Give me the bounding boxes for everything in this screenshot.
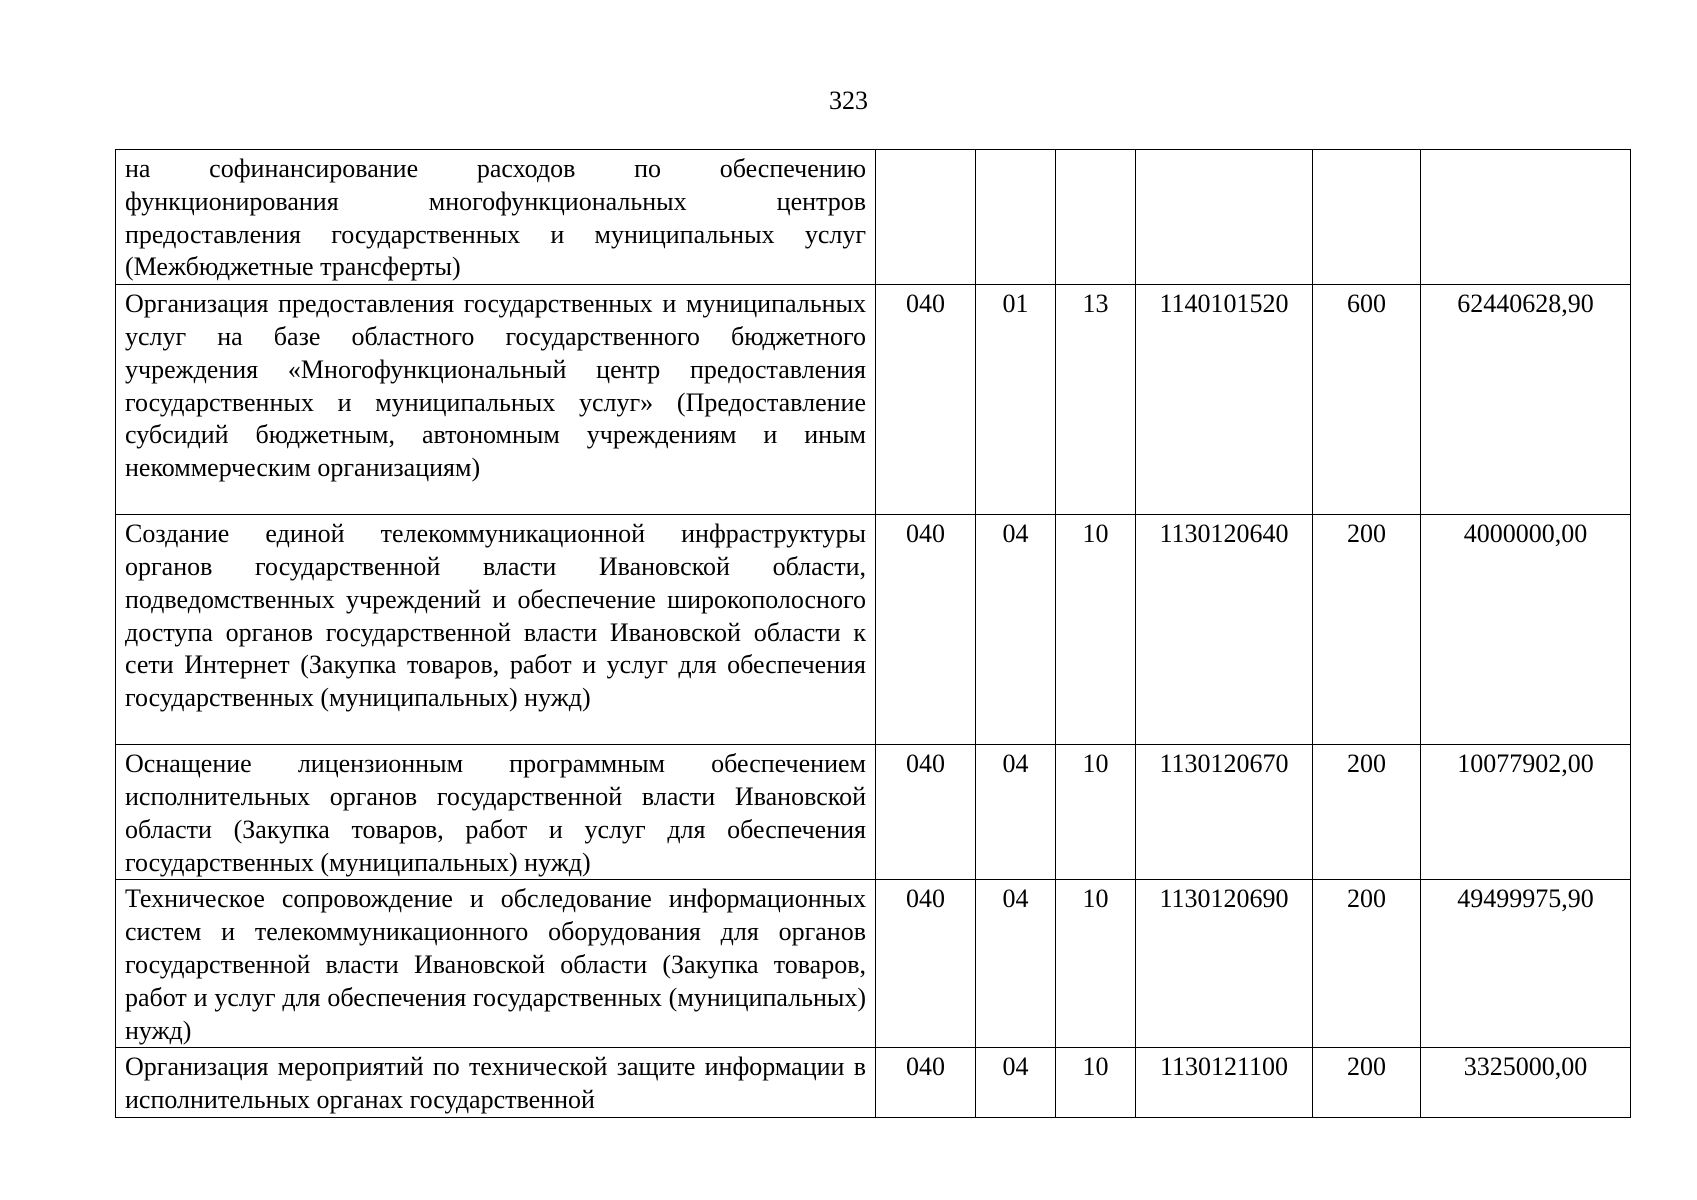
row-amount: 3325000,00 <box>1421 1048 1631 1118</box>
table-row <box>116 745 1631 880</box>
row-target-article: 1130120670 <box>1136 745 1313 880</box>
row-section-code: 04 <box>976 1048 1056 1118</box>
row-amount: 10077902,00 <box>1421 745 1631 880</box>
row-target-article: 1130120690 <box>1136 880 1313 1048</box>
row-section-code: 04 <box>976 515 1056 745</box>
table-row <box>116 880 1631 1048</box>
row-subsection-code: 10 <box>1056 515 1136 745</box>
row-amount: 49499975,90 <box>1421 880 1631 1048</box>
row-subsection-code: 13 <box>1056 285 1136 515</box>
row-subsection-code: 10 <box>1056 880 1136 1048</box>
row-section-code: 04 <box>976 745 1056 880</box>
row-grbs-code: 040 <box>876 515 976 745</box>
row-description: Организация предоставления государственных и муниципальных услуг на базе областного государственного бюджетного учреждения «Многофункциональный центр предоставления государственных и муниципальных услуг» (Предоставление субсидий бюджетным, автономным учреждениям и иным некоммерческим организациям) <box>116 285 876 515</box>
page-number: 323 <box>829 86 868 115</box>
table-row <box>116 515 1631 745</box>
row-target-article: 1130121100 <box>1136 1048 1313 1118</box>
row-section-code: 04 <box>976 880 1056 1048</box>
table-row <box>116 150 1631 285</box>
budget-table <box>115 149 1631 1118</box>
row-grbs-code: 040 <box>876 285 976 515</box>
row-subsection-code: 10 <box>1056 745 1136 880</box>
row-description: Создание единой телекоммуникационной инфраструктуры органов государственной власти Ивановской области, подведомственных учреждений и обеспечение широкополосного доступа органов государственной власти Ивановской области к сети Интернет (Закупка товаров, работ и услуг для обеспечения государственных (муниципальных) нужд) <box>116 515 876 745</box>
row-expense-type: 200 <box>1313 1048 1421 1118</box>
row-description: Оснащение лицензионным программным обеспечением исполнительных органов государственной власти Ивановской области (Закупка товаров, работ и услуг для обеспечения государственных (муниципальных) нужд) <box>116 745 876 880</box>
row-section-code <box>976 150 1056 285</box>
table-row <box>116 285 1631 515</box>
row-target-article <box>1136 150 1313 285</box>
row-expense-type: 600 <box>1313 285 1421 515</box>
row-target-article: 1140101520 <box>1136 285 1313 515</box>
row-expense-type: 200 <box>1313 515 1421 745</box>
row-description: Организация мероприятий по технической защите информации в исполнительных органах государственной <box>116 1048 876 1118</box>
row-expense-type: 200 <box>1313 880 1421 1048</box>
row-grbs-code: 040 <box>876 880 976 1048</box>
row-expense-type <box>1313 150 1421 285</box>
row-expense-type: 200 <box>1313 745 1421 880</box>
table-row <box>116 1048 1631 1118</box>
row-subsection-code: 10 <box>1056 1048 1136 1118</box>
row-grbs-code: 040 <box>876 745 976 880</box>
row-section-code: 01 <box>976 285 1056 515</box>
row-amount <box>1421 150 1631 285</box>
row-amount: 4000000,00 <box>1421 515 1631 745</box>
row-grbs-code <box>876 150 976 285</box>
row-target-article: 1130120640 <box>1136 515 1313 745</box>
row-description: Техническое сопровождение и обследование информационных систем и телекоммуникационного оборудования для органов государственной власти Ивановской области (Закупка товаров, работ и услуг для обеспечения государственных (муниципальных) нужд) <box>116 880 876 1048</box>
row-subsection-code <box>1056 150 1136 285</box>
row-description: на софинансирование расходов по обеспечению функционирования многофункциональных центров предоставления государственных и муниципальных услуг (Межбюджетные трансферты) <box>116 150 876 285</box>
row-amount: 62440628,90 <box>1421 285 1631 515</box>
row-grbs-code: 040 <box>876 1048 976 1118</box>
